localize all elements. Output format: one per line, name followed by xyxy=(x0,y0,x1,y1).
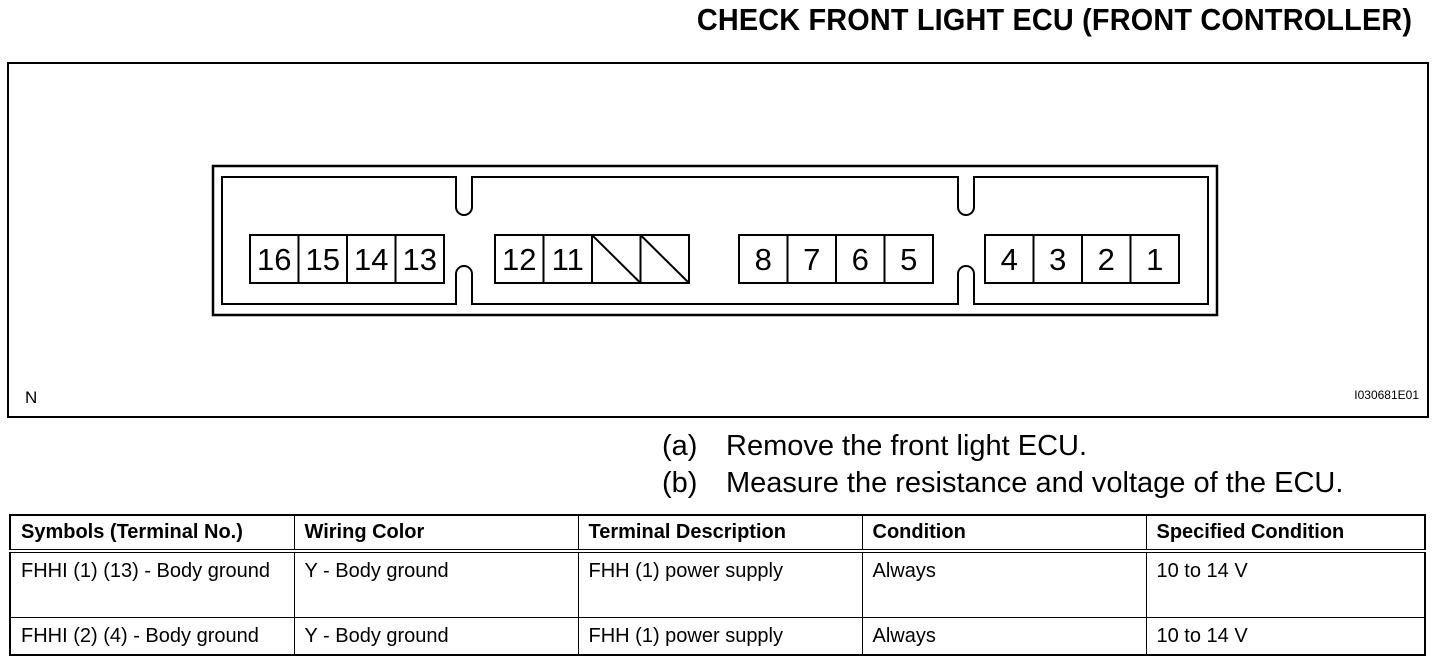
step-letter: (b) xyxy=(662,467,698,499)
table-cell: FHHI (1) (13) - Body ground xyxy=(10,551,294,617)
table-row xyxy=(10,617,1425,655)
orientation-mark: N xyxy=(25,388,38,407)
connector-figure xyxy=(7,62,1429,418)
table-cell: 10 to 14 V xyxy=(1146,551,1425,617)
terminal-number: 16 xyxy=(257,242,292,277)
table-cell: FHH (1) power supply xyxy=(578,551,862,617)
table-cell: FHHI (2) (4) - Body ground xyxy=(10,617,294,655)
table-row xyxy=(10,551,1425,617)
table-cell: Always xyxy=(862,551,1146,617)
terminal-number: 11 xyxy=(551,242,584,277)
step-text: Measure the resistance and voltage of the ECU. xyxy=(726,467,1344,499)
specification-table xyxy=(9,514,1426,656)
terminal-number: 6 xyxy=(851,242,869,277)
step-a xyxy=(662,428,1343,465)
terminal-number: 4 xyxy=(1000,242,1018,277)
terminal-number: 5 xyxy=(900,242,918,277)
terminal-number: 13 xyxy=(402,242,437,277)
terminal-number: 8 xyxy=(754,242,772,277)
page-title: CHECK FRONT LIGHT ECU (FRONT CONTROLLER) xyxy=(696,2,1412,37)
step-b xyxy=(662,465,1343,502)
column-header: Symbols (Terminal No.) xyxy=(10,515,294,551)
step-text: Remove the front light ECU. xyxy=(726,430,1088,462)
column-header: Specified Condition xyxy=(1146,515,1425,551)
terminal-number: 14 xyxy=(354,242,389,277)
terminal-number: 3 xyxy=(1049,242,1067,277)
table-header-row xyxy=(10,515,1425,551)
column-header: Condition xyxy=(862,515,1146,551)
terminal-number: 2 xyxy=(1097,242,1115,277)
column-header: Terminal Description xyxy=(578,515,862,551)
terminal-number: 1 xyxy=(1146,242,1164,277)
terminal-number: 7 xyxy=(803,242,821,277)
step-letter: (a) xyxy=(662,430,698,462)
instruction-steps xyxy=(662,428,1343,502)
terminal-number: 12 xyxy=(502,242,537,277)
connector-diagram xyxy=(9,64,1427,416)
table-cell: Always xyxy=(862,617,1146,655)
table-cell: Y - Body ground xyxy=(294,551,578,617)
table-cell: Y - Body ground xyxy=(294,617,578,655)
terminal-number: 15 xyxy=(305,242,340,277)
column-header: Wiring Color xyxy=(294,515,578,551)
table-cell: FHH (1) power supply xyxy=(578,617,862,655)
figure-code: I030681E01 xyxy=(1354,388,1419,402)
table-cell: 10 to 14 V xyxy=(1146,617,1425,655)
